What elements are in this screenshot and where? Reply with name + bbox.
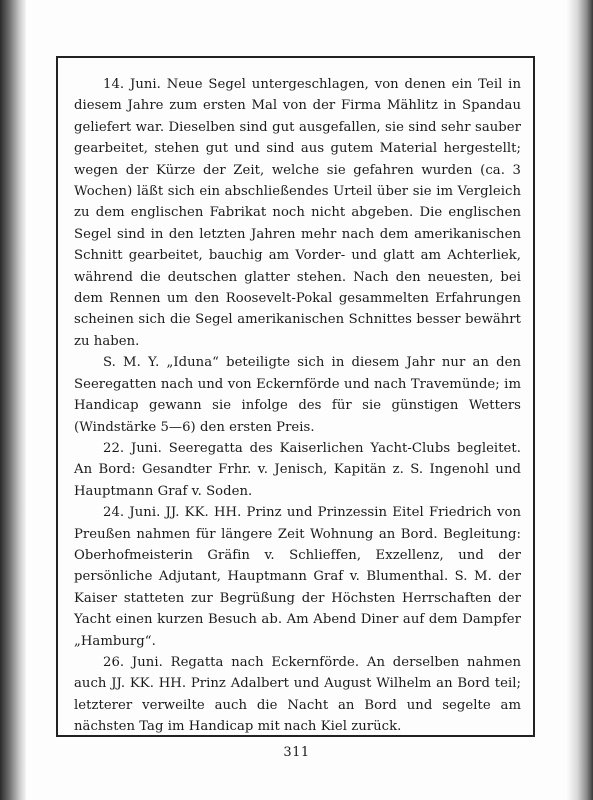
paragraph-iduna: S. M. Y. „Iduna“ beteiligte sich in diesem Jahr nur an den Seeregatten nach und von Eckernförde und nach Travemünde; im Handicap gewann sie infolge des für sie günstigen Wetters (Windstärke 5—6) den ersten Preis. — [74, 355, 521, 435]
paragraph-26-juni: 26. Juni. Regatta nach Eckernförde. An derselben nahmen auch JJ. KK. HH. Prinz Adalbert und August Wilhelm an Bord teil; letzterer verweilte auch die Nacht an Bord und segelte am nächsten Tag im Handicap mit nach Kiel zurück. — [74, 654, 521, 735]
paragraph-24-juni: 24. Juni. JJ. KK. HH. Prinz und Prinzessin Eitel Friedrich von Preußen nahmen für längere Zeit Wohnung an Bord. Begleitung: Oberhofmeisterin Gräfin v. Schlieffen, Exzellenz, und der persönliche Adjutant, Hauptmann Graf v. Blumenthal. S. M. der Kaiser statteten zur Begrüßung der Höchsten Herrschaften der Yacht einen kurzen Besuch ab. Am Abend Diner auf dem Dampfer „Hamburg“. — [74, 505, 521, 649]
page-edge-shadow — [567, 0, 593, 800]
text-frame — [56, 56, 535, 737]
book-binding-shadow — [0, 0, 26, 800]
paragraph-14-juni: 14. Juni. Neue Segel untergeschlagen, von denen ein Teil in diesem Jahre zum ersten Mal von der Firma Mählitz in Spandau geliefert war. Dieselben sind gut ausgefallen, sie sind sehr sauber gearbeitet, stehen gut und sind aus gutem Material hergestellt; wegen der Kürze der Zeit, welche sie gefahren wurden (ca. 3 Wochen) läßt sich ein abschließendes Urteil über sie im Vergleich zu dem englischen Fabrikat noch nicht abgeben. Die englischen Segel sind in den letzten Jahren mehr nach dem amerikanischen Schnitt gearbeitet, bauchig am Vorder- und glatt am Achterliek, während die deutschen glatter stehen. Nach den neuesten, bei dem Rennen um den Roosevelt-Pokal gesammelten Erfahrungen scheinen sich die Segel amerikanischen Schnittes besser bewährt zu haben. — [74, 77, 521, 349]
page-number: 311 — [283, 745, 310, 760]
paragraph-22-juni: 22. Juni. Seeregatta des Kaiserlichen Yacht-Clubs begleitet. An Bord: Gesandter Frhr. v. Jenisch, Kapitän z. S. Ingenohl und Hauptmann Graf v. Soden. — [74, 440, 521, 499]
